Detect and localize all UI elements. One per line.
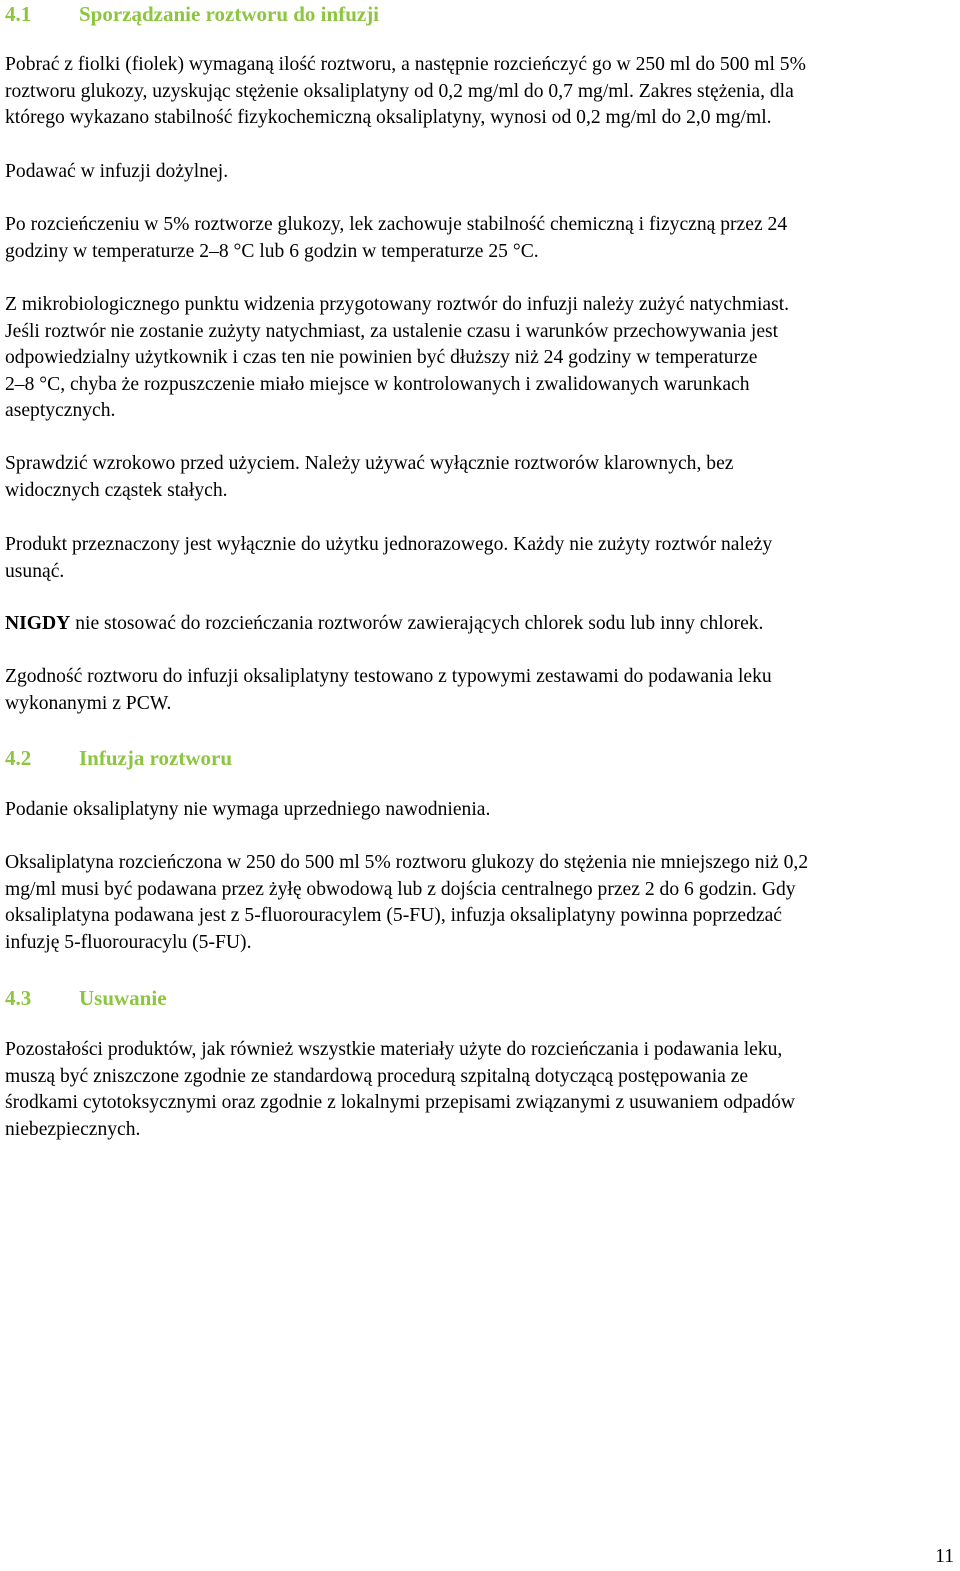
section-heading-4-2: [5, 746, 232, 770]
text-line: muszą być zniszczone zgodnie ze standardową procedurą szpitalną dotyczącą postępowania ze: [5, 1065, 749, 1087]
page-number: 11: [935, 1546, 954, 1567]
text-line: Sprawdzić wzrokowo przed użyciem. Należy używać wyłącznie roztworów klarownych, bez: [5, 453, 734, 474]
text-line: niebezpiecznych.: [5, 1118, 141, 1140]
text-line: Podanie oksaliplatyny nie wymaga uprzedniego nawodnienia.: [5, 799, 491, 820]
text-line: godziny w temperaturze 2–8 °C lub 6 godzin w temperaturze 25 °C.: [5, 240, 539, 262]
section-heading-4-1: [5, 2, 379, 26]
paragraph-stability: [5, 212, 960, 265]
section-heading-4-3: [5, 986, 167, 1010]
text-line: roztworu glukozy, uzyskując stężenie oksaliplatyny od 0,2 mg/ml do 0,7 mg/ml. Zakres stężenia, dla: [5, 80, 794, 102]
paragraph-dilution: [5, 52, 960, 132]
section-number: 4.3: [5, 986, 32, 1010]
section-title: Usuwanie: [79, 986, 167, 1010]
section-number: 4.2: [5, 746, 32, 770]
text-line: wykonanymi z PCW.: [5, 692, 172, 714]
text-line: usunąć.: [5, 560, 65, 582]
text-line: środkami cytotoksycznymi oraz zgodnie z lokalnymi przepisami związanymi z usuwaniem odpadów: [5, 1092, 796, 1113]
paragraph-administration: [5, 159, 960, 186]
text-line: Podawać w infuzji dożylnej.: [5, 161, 229, 182]
section-number: 4.1: [5, 2, 32, 26]
paragraph-compatibility: [5, 664, 960, 717]
text-line: Oksaliplatyna rozcieńczona w 250 do 500 ml 5% roztworu glukozy do stężenia nie mniejszego niż 0,2: [5, 852, 809, 873]
text-line: 2–8 °C, chyba że rozpuszczenie miało miejsce w kontrolowanych i zwalidowanych warunkach: [5, 373, 750, 395]
paragraph-single-use: [5, 532, 960, 585]
paragraph-infusion: [5, 850, 960, 956]
paragraph-disposal: [5, 1037, 960, 1143]
text-line: Jeśli roztwór nie zostanie zużyty natychmiast, za ustalenie czasu i warunków przechowywania jest: [5, 320, 779, 342]
text-line: Pobrać z fiolki (fiolek) wymaganą ilość roztworu, a następnie rozcieńczyć go w 250 ml do 500 ml 5%: [5, 54, 806, 75]
text-line: Z mikrobiologicznego punktu widzenia przygotowany roztwór do infuzji należy zużyć natychmiast.: [5, 294, 790, 315]
never-emphasis: NIGDY: [5, 613, 71, 634]
text-line: Pozostałości produktów, jak również wszystkie materiały użyte do rozcieńczania i podawania leku,: [5, 1039, 783, 1060]
never-text: nie stosować do rozcieńczania roztworów zawierających chlorek sodu lub inny chlorek.: [70, 613, 764, 634]
text-line: aseptycznych.: [5, 400, 116, 421]
text-line: oksaliplatyna podawana jest z 5-fluorouracylem (5-FU), infuzja oksaliplatyny powinna poprzedzać: [5, 905, 782, 926]
text-line: którego wykazano stabilność fizykochemiczną oksaliplatyny, wynosi od 0,2 mg/ml do 2,0 mg/ml.: [5, 107, 772, 128]
section-title: Sporządzanie roztworu do infuzji: [79, 2, 380, 26]
text-line: odpowiedzialny użytkownik i czas ten nie powinien być dłuższy niż 24 godziny w temperaturze: [5, 347, 758, 368]
paragraph-visual-check: [5, 451, 960, 504]
paragraph-never-chloride: [5, 611, 960, 638]
text-line: Zgodność roztworu do infuzji oksaliplatyny testowano z typowymi zestawami do podawania leku: [5, 666, 772, 687]
text-line: widocznych cząstek stałych.: [5, 479, 228, 501]
text-line: infuzję 5-fluorouracylu (5-FU).: [5, 931, 252, 953]
paragraph-hydration: [5, 797, 960, 824]
section-title: Infuzja roztworu: [79, 746, 233, 770]
text-line: Produkt przeznaczony jest wyłącznie do użytku jednorazowego. Każdy nie zużyty roztwór należy: [5, 534, 773, 555]
text-line: [5, 611, 960, 638]
paragraph-microbiology: [5, 292, 960, 425]
text-line: mg/ml musi być podawana przez żyłę obwodową lub z dojścia centralnego przez 2 do 6 godzin. Gdy: [5, 878, 796, 900]
text-line: Po rozcieńczeniu w 5% roztworze glukozy, lek zachowuje stabilność chemiczną i fizyczną przez 24: [5, 214, 788, 235]
